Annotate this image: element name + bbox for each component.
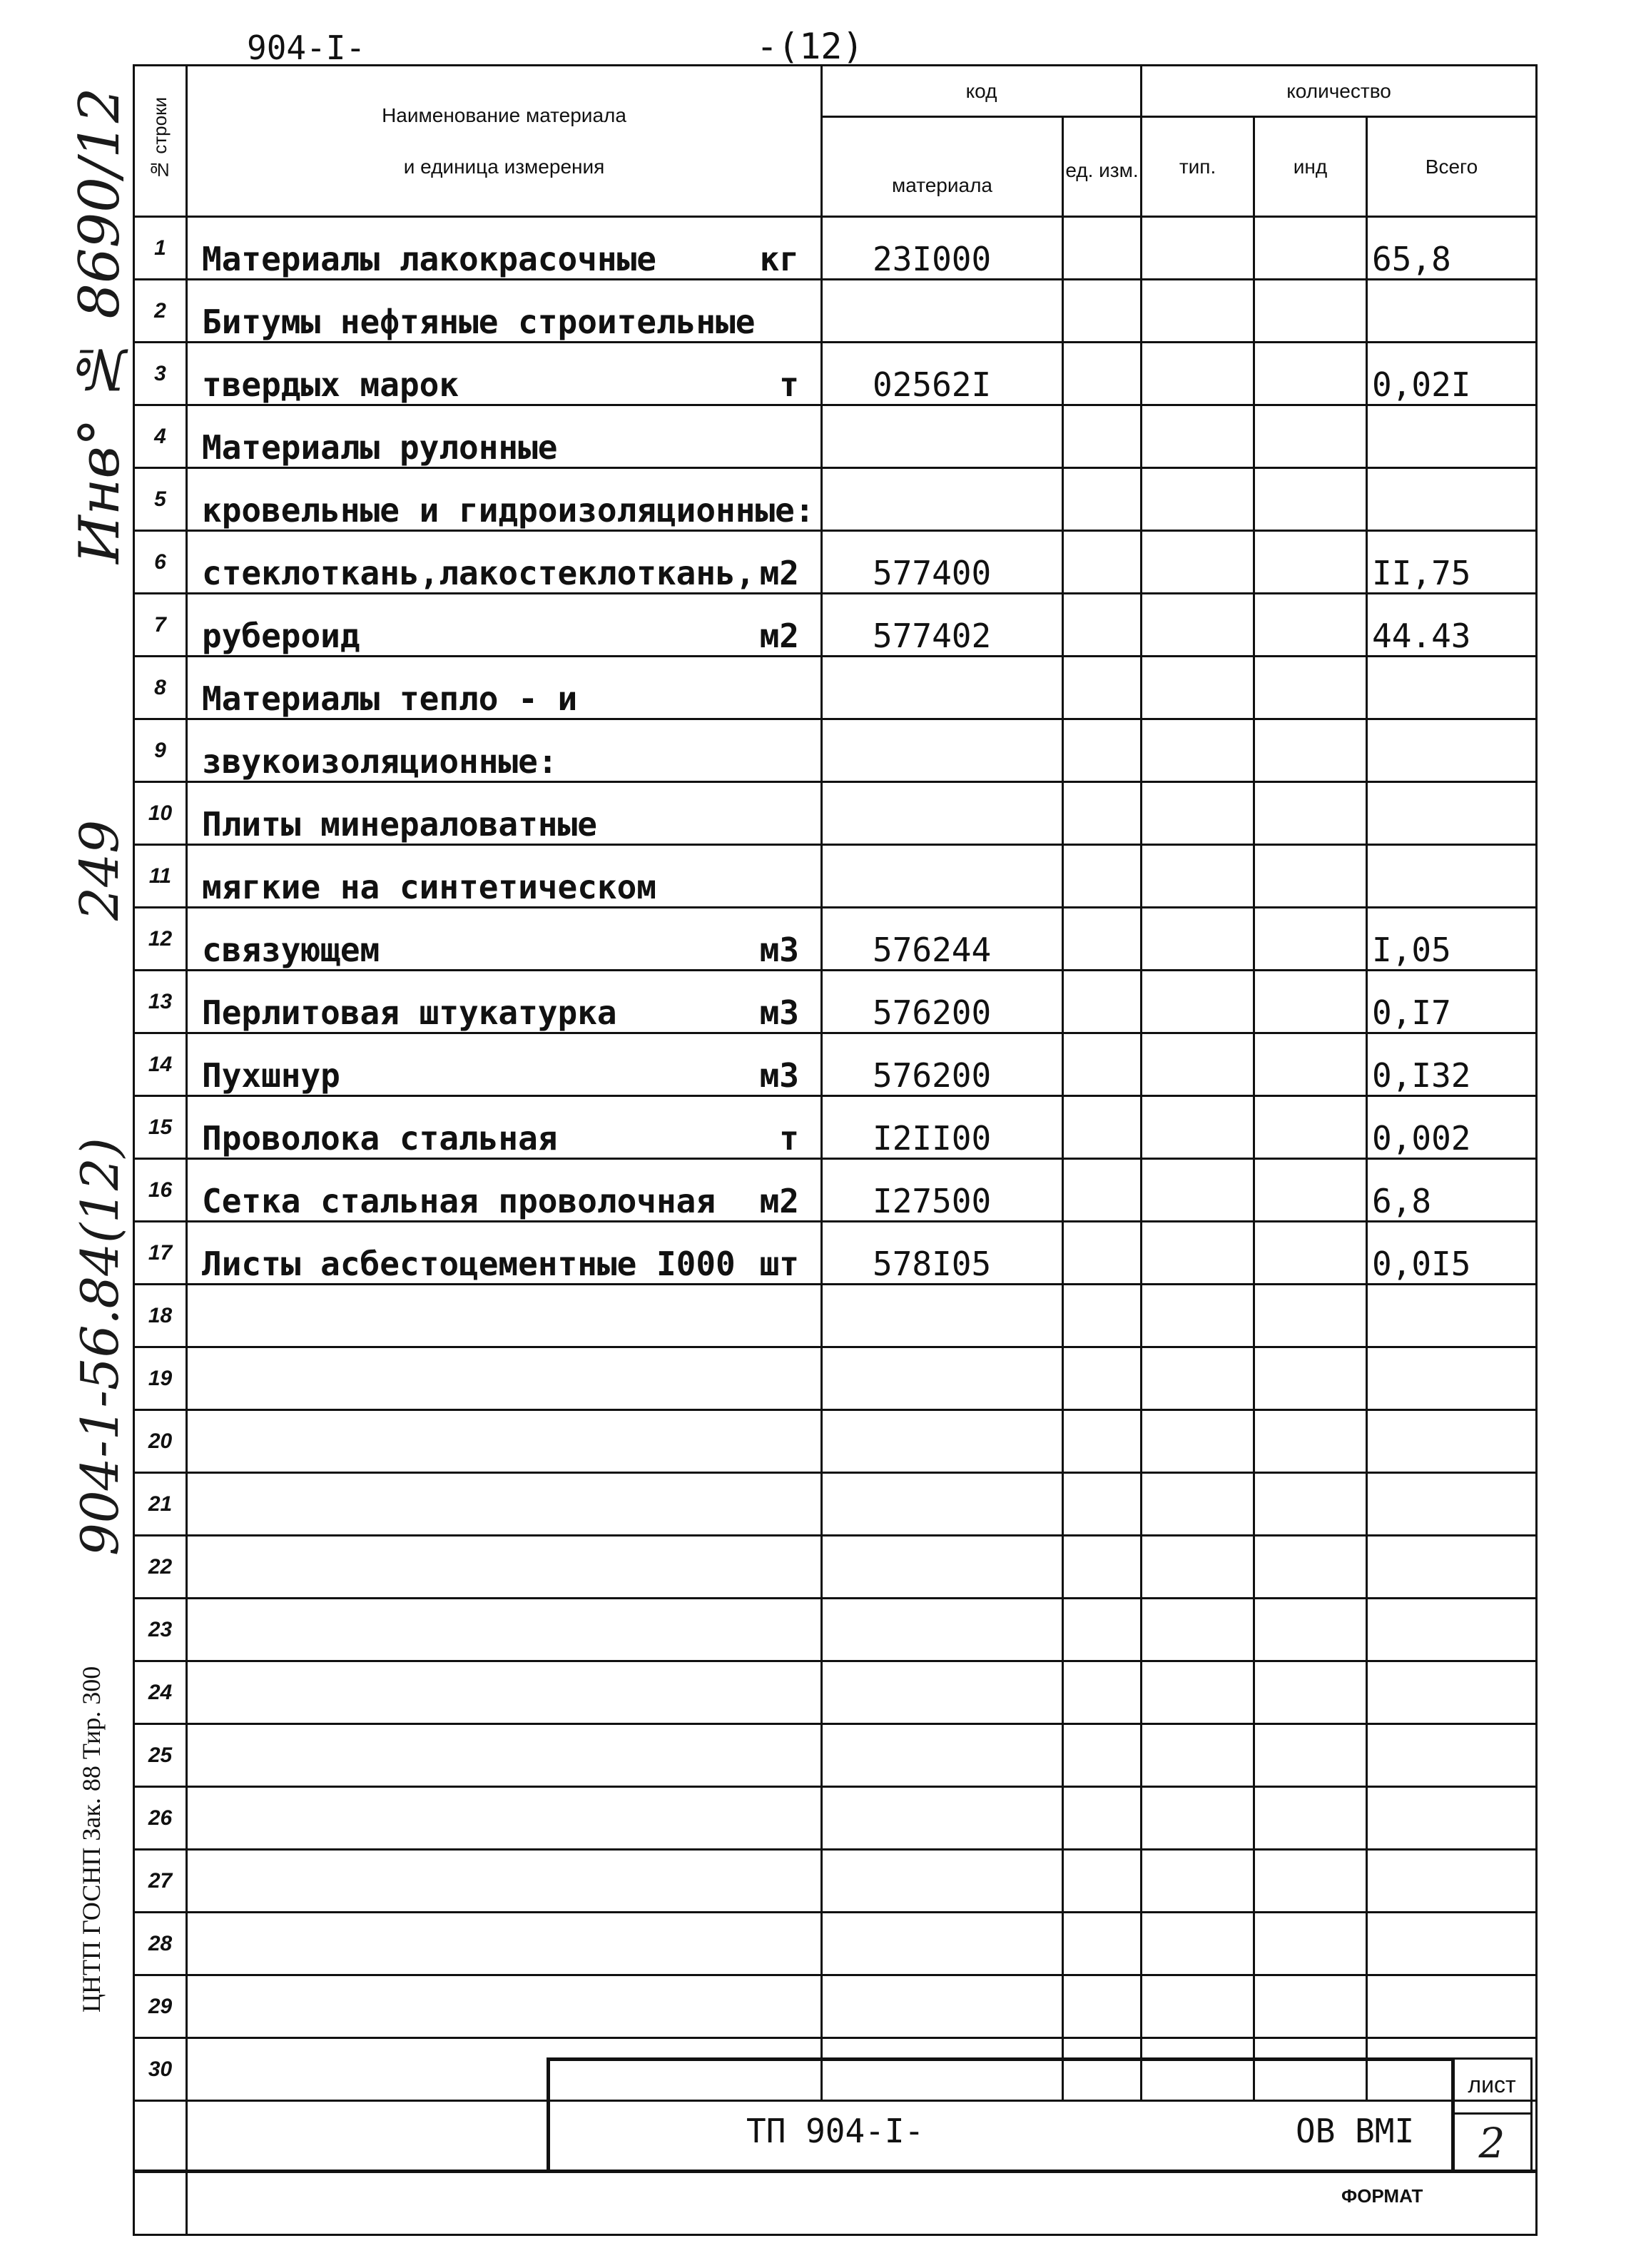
sheet-number: 2 xyxy=(1478,2119,1505,2167)
ind-cell xyxy=(1254,657,1367,719)
material-name xyxy=(187,1159,822,1222)
ind-cell xyxy=(1254,782,1367,845)
material-unit-text: м3 xyxy=(759,1056,799,1095)
typ-cell xyxy=(1142,405,1254,468)
row-number: 4 xyxy=(134,405,187,468)
unit-cell xyxy=(1063,280,1142,343)
table-row xyxy=(134,1787,1537,1850)
table-row xyxy=(134,531,1537,594)
table-row xyxy=(134,594,1537,657)
total-cell xyxy=(1367,845,1537,908)
material-name xyxy=(187,1473,822,1536)
ind-cell xyxy=(1254,1787,1367,1850)
header-name: Наименование материала и единица измерения xyxy=(187,66,822,217)
ind-cell xyxy=(1254,1599,1367,1661)
typ-cell xyxy=(1142,845,1254,908)
typ-cell xyxy=(1142,1222,1254,1285)
row-number: 9 xyxy=(134,719,187,782)
title-stamp xyxy=(547,2057,1535,2172)
material-name xyxy=(187,217,822,280)
row-number: 29 xyxy=(134,1975,187,2038)
total-cell xyxy=(1367,719,1537,782)
table-row xyxy=(134,1159,1537,1222)
material-code: I27500 xyxy=(822,1159,1063,1222)
material-code: 577402 xyxy=(822,594,1063,657)
material-name xyxy=(187,1096,822,1159)
total-cell: 0,02I xyxy=(1367,343,1537,405)
bottom-frame-line xyxy=(133,2170,1535,2173)
material-code xyxy=(822,1724,1063,1787)
row-number: 2 xyxy=(134,280,187,343)
table-row xyxy=(134,1473,1537,1536)
unit-cell xyxy=(1063,405,1142,468)
material-name xyxy=(187,405,822,468)
typ-cell xyxy=(1142,719,1254,782)
row-number: 26 xyxy=(134,1787,187,1850)
stamp-mark: ОВ ВМI xyxy=(1296,2112,1415,2150)
total-cell: II,75 xyxy=(1367,531,1537,594)
row-number: 25 xyxy=(134,1724,187,1787)
material-name xyxy=(187,1536,822,1599)
table-row xyxy=(134,1096,1537,1159)
table-row xyxy=(134,468,1537,531)
total-cell: 6,8 xyxy=(1367,1159,1537,1222)
material-name-text: стеклоткань,лакостеклоткань, xyxy=(202,554,756,592)
sheet-number-box xyxy=(1451,2112,1533,2172)
unit-cell xyxy=(1063,343,1142,405)
table-row xyxy=(134,1347,1537,1410)
typ-cell xyxy=(1142,1787,1254,1850)
ind-cell xyxy=(1254,343,1367,405)
unit-cell xyxy=(1063,908,1142,971)
material-name xyxy=(187,782,822,845)
material-name-text: Листы асбестоцементные I000 xyxy=(202,1245,736,1283)
typ-cell xyxy=(1142,1913,1254,1975)
material-unit-text: шт xyxy=(759,1245,799,1283)
typ-cell xyxy=(1142,657,1254,719)
material-name-text: Материалы лакокрасочные xyxy=(202,240,656,278)
material-name xyxy=(187,594,822,657)
typ-cell xyxy=(1142,1661,1254,1724)
ind-cell xyxy=(1254,1913,1367,1975)
total-cell xyxy=(1367,1661,1537,1724)
total-cell: I,05 xyxy=(1367,908,1537,971)
material-code: 577400 xyxy=(822,531,1063,594)
row-number: 8 xyxy=(134,657,187,719)
material-name xyxy=(187,343,822,405)
material-name xyxy=(187,280,822,343)
table-row xyxy=(134,1913,1537,1975)
unit-cell xyxy=(1063,1536,1142,1599)
typ-cell xyxy=(1142,343,1254,405)
total-cell xyxy=(1367,280,1537,343)
table-row xyxy=(134,280,1537,343)
row-number: 27 xyxy=(134,1850,187,1913)
unit-cell xyxy=(1063,1222,1142,1285)
table-row xyxy=(134,657,1537,719)
total-cell: 65,8 xyxy=(1367,217,1537,280)
header-qty-group: количество xyxy=(1142,66,1537,117)
material-unit-text: м3 xyxy=(759,931,799,969)
unit-cell xyxy=(1063,1410,1142,1473)
archive-number: 249 xyxy=(69,819,131,921)
header-typ: тип. xyxy=(1142,117,1254,217)
material-code xyxy=(822,1661,1063,1724)
typ-cell xyxy=(1142,971,1254,1033)
doc-code: 904-I- xyxy=(247,29,366,67)
total-cell: 44.43 xyxy=(1367,594,1537,657)
material-name xyxy=(187,719,822,782)
material-unit-text: т xyxy=(779,1119,799,1158)
typ-cell xyxy=(1142,908,1254,971)
ind-cell xyxy=(1254,1285,1367,1347)
unit-cell xyxy=(1063,468,1142,531)
unit-cell xyxy=(1063,1599,1142,1661)
total-cell xyxy=(1367,1599,1537,1661)
material-name-text: Битумы нефтяные строительные xyxy=(202,303,756,341)
material-name xyxy=(187,468,822,531)
material-name xyxy=(187,531,822,594)
material-code xyxy=(822,782,1063,845)
typ-cell xyxy=(1142,1975,1254,2038)
typ-cell xyxy=(1142,1096,1254,1159)
material-code xyxy=(822,1975,1063,2038)
material-code xyxy=(822,719,1063,782)
typ-cell xyxy=(1142,1410,1254,1473)
material-code: I2II00 xyxy=(822,1096,1063,1159)
material-name xyxy=(187,1285,822,1347)
table-row xyxy=(134,1536,1537,1599)
unit-cell xyxy=(1063,1159,1142,1222)
table-row xyxy=(134,217,1537,280)
unit-cell xyxy=(1063,1347,1142,1410)
total-cell xyxy=(1367,1473,1537,1536)
material-name xyxy=(187,845,822,908)
material-name-text: Пухшнур xyxy=(202,1056,340,1095)
total-cell xyxy=(1367,1975,1537,2038)
table-row xyxy=(134,1599,1537,1661)
total-cell xyxy=(1367,468,1537,531)
row-number: 5 xyxy=(134,468,187,531)
material-code: 576200 xyxy=(822,971,1063,1033)
material-name xyxy=(187,1913,822,1975)
print-info: ЦНТП ГОСНП Зак. 88 Тир. 300 xyxy=(77,1666,106,2013)
unit-cell xyxy=(1063,782,1142,845)
unit-cell xyxy=(1063,1913,1142,1975)
row-number: 6 xyxy=(134,531,187,594)
row-number: 1 xyxy=(134,217,187,280)
row-number: 7 xyxy=(134,594,187,657)
total-cell: 0,0I5 xyxy=(1367,1222,1537,1285)
typ-cell xyxy=(1142,1536,1254,1599)
material-unit-text: м2 xyxy=(759,1182,799,1220)
material-name-text: Перлитовая штукатурка xyxy=(202,993,617,1032)
typ-cell xyxy=(1142,468,1254,531)
material-name xyxy=(187,1033,822,1096)
material-name xyxy=(187,657,822,719)
project-code: 904-1-56.84(12) xyxy=(70,1138,130,1556)
unit-cell xyxy=(1063,1975,1142,2038)
material-unit-text: кг xyxy=(759,240,799,278)
table-row xyxy=(134,343,1537,405)
total-cell xyxy=(1367,782,1537,845)
typ-cell xyxy=(1142,531,1254,594)
unit-cell xyxy=(1063,531,1142,594)
unit-cell xyxy=(1063,719,1142,782)
material-code xyxy=(822,1347,1063,1410)
material-name-text: твердых марок xyxy=(202,365,459,404)
unit-cell xyxy=(1063,1724,1142,1787)
row-number: 30 xyxy=(134,2038,187,2101)
typ-cell xyxy=(1142,594,1254,657)
table-row xyxy=(134,971,1537,1033)
ind-cell xyxy=(1254,1347,1367,1410)
unit-cell xyxy=(1063,1661,1142,1724)
ind-cell xyxy=(1254,1096,1367,1159)
ind-cell xyxy=(1254,1661,1367,1724)
total-cell xyxy=(1367,1285,1537,1347)
ind-cell xyxy=(1254,1159,1367,1222)
row-number: 18 xyxy=(134,1285,187,1347)
total-cell xyxy=(1367,1347,1537,1410)
ind-cell xyxy=(1254,468,1367,531)
table-row xyxy=(134,405,1537,468)
row-number: 14 xyxy=(134,1033,187,1096)
material-code xyxy=(822,1285,1063,1347)
total-cell xyxy=(1367,1850,1537,1913)
ind-cell xyxy=(1254,1975,1367,2038)
ind-cell xyxy=(1254,1033,1367,1096)
material-name xyxy=(187,1410,822,1473)
table-row xyxy=(134,1661,1537,1724)
total-cell xyxy=(1367,657,1537,719)
table-row xyxy=(134,908,1537,971)
typ-cell xyxy=(1142,1033,1254,1096)
table-row xyxy=(134,1222,1537,1285)
format-label: ФОРМАТ xyxy=(1341,2185,1423,2207)
total-cell xyxy=(1367,1536,1537,1599)
ind-cell xyxy=(1254,1724,1367,1787)
table-row xyxy=(134,1033,1537,1096)
total-cell: 0,I7 xyxy=(1367,971,1537,1033)
header-ind: инд xyxy=(1254,117,1367,217)
inventory-number: Инв° № 8690/12 xyxy=(68,87,132,564)
material-name-text: Сетка стальная проволочная xyxy=(202,1182,716,1220)
table-row xyxy=(134,719,1537,782)
material-code: 02562I xyxy=(822,343,1063,405)
typ-cell xyxy=(1142,1599,1254,1661)
material-code xyxy=(822,1536,1063,1599)
unit-cell xyxy=(1063,1850,1142,1913)
material-unit-text: м2 xyxy=(759,617,799,655)
table-row xyxy=(134,1975,1537,2038)
ind-cell xyxy=(1254,719,1367,782)
ind-cell xyxy=(1254,1473,1367,1536)
ind-cell xyxy=(1254,1410,1367,1473)
material-code: 576244 xyxy=(822,908,1063,971)
material-name-text: рубероид xyxy=(202,617,360,655)
row-number: 3 xyxy=(134,343,187,405)
typ-cell xyxy=(1142,1285,1254,1347)
total-cell: 0,I32 xyxy=(1367,1033,1537,1096)
total-cell xyxy=(1367,1787,1537,1850)
row-number: 22 xyxy=(134,1536,187,1599)
total-cell xyxy=(1367,405,1537,468)
material-code: 576200 xyxy=(822,1033,1063,1096)
typ-cell xyxy=(1142,280,1254,343)
ind-cell xyxy=(1254,531,1367,594)
typ-cell xyxy=(1142,1724,1254,1787)
unit-cell xyxy=(1063,845,1142,908)
typ-cell xyxy=(1142,1850,1254,1913)
typ-cell xyxy=(1142,782,1254,845)
header-total: Всего xyxy=(1367,117,1537,217)
material-name xyxy=(187,1787,822,1850)
material-name xyxy=(187,1661,822,1724)
table-row xyxy=(134,1850,1537,1913)
material-code xyxy=(822,1599,1063,1661)
unit-cell xyxy=(1063,1285,1142,1347)
header-code-group: код xyxy=(822,66,1142,117)
material-name xyxy=(187,908,822,971)
material-unit-text: м2 xyxy=(759,554,799,592)
material-code: 23I000 xyxy=(822,217,1063,280)
material-code: 578I05 xyxy=(822,1222,1063,1285)
material-name xyxy=(187,1599,822,1661)
ind-cell xyxy=(1254,594,1367,657)
material-name-text: кровельные и гидроизоляционные: xyxy=(202,491,815,530)
material-code xyxy=(822,657,1063,719)
material-name-text: звукоизоляционные: xyxy=(202,742,558,781)
material-code xyxy=(822,280,1063,343)
footer-blank-num xyxy=(134,2101,187,2235)
row-number: 10 xyxy=(134,782,187,845)
row-number: 20 xyxy=(134,1410,187,1473)
unit-cell xyxy=(1063,217,1142,280)
sheet-label-box xyxy=(1451,2057,1533,2112)
row-number: 12 xyxy=(134,908,187,971)
stamp-doc: ТП 904-I- xyxy=(746,2112,925,2150)
row-number: 28 xyxy=(134,1913,187,1975)
ind-cell xyxy=(1254,908,1367,971)
ind-cell xyxy=(1254,217,1367,280)
row-number: 19 xyxy=(134,1347,187,1410)
ind-cell xyxy=(1254,405,1367,468)
typ-cell xyxy=(1142,1347,1254,1410)
ind-cell xyxy=(1254,971,1367,1033)
material-code xyxy=(822,1787,1063,1850)
row-number: 15 xyxy=(134,1096,187,1159)
sheet-label: лист xyxy=(1468,2072,1516,2097)
materials-table xyxy=(133,64,1538,2236)
material-name xyxy=(187,1222,822,1285)
table-row xyxy=(134,1285,1537,1347)
material-code xyxy=(822,845,1063,908)
ind-cell xyxy=(1254,280,1367,343)
material-code xyxy=(822,1410,1063,1473)
row-number: 23 xyxy=(134,1599,187,1661)
row-number: 17 xyxy=(134,1222,187,1285)
table-row xyxy=(134,845,1537,908)
material-name xyxy=(187,971,822,1033)
unit-cell xyxy=(1063,1033,1142,1096)
row-number: 24 xyxy=(134,1661,187,1724)
material-name-text: Материалы рулонные xyxy=(202,428,558,467)
ind-cell xyxy=(1254,1850,1367,1913)
material-name-text: Проволока стальная xyxy=(202,1119,558,1158)
ind-cell xyxy=(1254,1222,1367,1285)
header-code-material: материала xyxy=(822,117,1063,217)
material-code xyxy=(822,1473,1063,1536)
material-unit-text: м3 xyxy=(759,993,799,1032)
total-cell xyxy=(1367,1913,1537,1975)
total-cell: 0,002 xyxy=(1367,1096,1537,1159)
unit-cell xyxy=(1063,594,1142,657)
material-name-text: связующем xyxy=(202,931,380,969)
row-number: 16 xyxy=(134,1159,187,1222)
unit-cell xyxy=(1063,971,1142,1033)
table-row xyxy=(134,1410,1537,1473)
material-unit-text: т xyxy=(779,365,799,404)
material-name-text: мягкие на синтетическом xyxy=(202,868,656,906)
row-number: 13 xyxy=(134,971,187,1033)
material-name-text: Плиты минераловатные xyxy=(202,805,597,844)
row-number: 11 xyxy=(134,845,187,908)
material-code xyxy=(822,1913,1063,1975)
header-row-number: № строки xyxy=(134,66,187,217)
typ-cell xyxy=(1142,217,1254,280)
typ-cell xyxy=(1142,1473,1254,1536)
total-cell xyxy=(1367,1410,1537,1473)
material-code xyxy=(822,405,1063,468)
unit-cell xyxy=(1063,1473,1142,1536)
material-name xyxy=(187,1850,822,1913)
row-number: 21 xyxy=(134,1473,187,1536)
header-unit: ед. изм. xyxy=(1063,117,1142,217)
table-row xyxy=(134,782,1537,845)
unit-cell xyxy=(1063,1096,1142,1159)
total-cell xyxy=(1367,1724,1537,1787)
material-code xyxy=(822,468,1063,531)
ind-cell xyxy=(1254,1536,1367,1599)
material-code xyxy=(822,1850,1063,1913)
ind-cell xyxy=(1254,845,1367,908)
material-name xyxy=(187,1724,822,1787)
material-name xyxy=(187,1975,822,2038)
unit-cell xyxy=(1063,1787,1142,1850)
material-name xyxy=(187,1347,822,1410)
material-name-text: Материалы тепло - и xyxy=(202,679,578,718)
sheet-ref: -(12) xyxy=(756,26,864,67)
unit-cell xyxy=(1063,657,1142,719)
table-row xyxy=(134,1724,1537,1787)
typ-cell xyxy=(1142,1159,1254,1222)
